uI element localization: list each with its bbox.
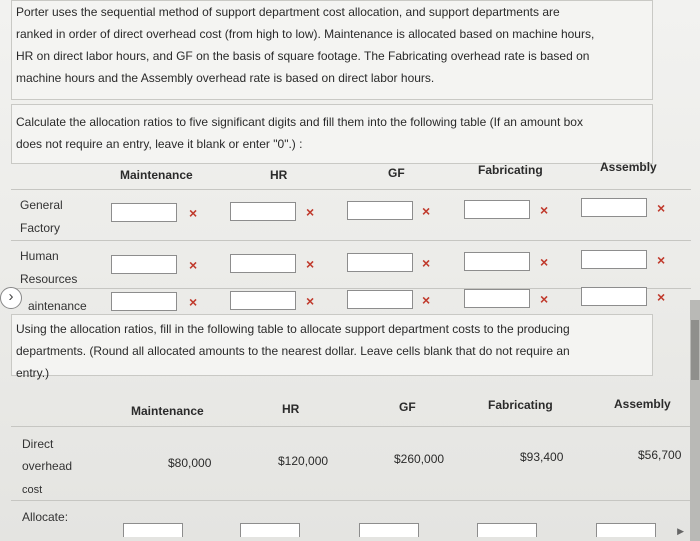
instruction-allocation-ratios [11,104,653,164]
close-icon: × [306,204,315,220]
allocate-input-assembly[interactable] [596,523,656,537]
table-divider [11,500,691,501]
instruction-line: does not require an entry, leave it blank or enter "0".) : [16,137,303,151]
row-label-factory: Factory [20,221,61,235]
instruction-allocate-costs [11,314,653,380]
table-divider [11,426,691,427]
ratio-input-maint-gf[interactable] [347,290,413,309]
scrollbar[interactable] [690,300,700,541]
row-label-maintenance: aintenance [28,299,87,313]
ratio-input-maint-maintenance[interactable] [111,292,177,311]
scrollbar-thumb[interactable] [691,320,699,380]
close-icon: × [422,292,431,308]
row-label-overhead: overhead [22,459,73,473]
ratio-input-maint-hr[interactable] [230,291,296,310]
intro-line: Porter uses the sequential method of support department cost allocation, and support departments are [16,5,560,19]
close-icon: × [657,289,666,305]
ratio-input-gf-assembly[interactable] [581,198,647,217]
table-divider [11,189,691,190]
ratio-input-gf-fabricating[interactable] [464,200,530,219]
intro-line: machine hours and the Assembly overhead rate is based on direct labor hours. [16,71,435,85]
allocate-input-maintenance[interactable] [123,523,183,537]
close-icon: × [540,291,549,307]
chevron-right-icon[interactable]: › [0,287,22,309]
direct-cost-gf: $260,000 [394,452,445,466]
close-icon: × [306,256,315,272]
direct-cost-hr: $120,000 [278,454,329,468]
instruction-line: departments. (Round all allocated amounts to the nearest dollar. Leave cells blank that do not require an [16,344,570,358]
ratio-input-hr-assembly[interactable] [581,250,647,269]
table-divider [11,240,691,241]
instruction-line: entry.) [16,366,50,380]
row-label-human: Human [20,249,59,263]
ratio-input-hr-fabricating[interactable] [464,252,530,271]
instruction-line: Calculate the allocation ratios to five significant digits and fill them into the following table (If an amount box [16,115,583,129]
ratio-input-gf-gf[interactable] [347,201,413,220]
ratio-input-hr-hr[interactable] [230,254,296,273]
allocate-input-gf[interactable] [359,523,419,537]
row-label-allocate: Allocate: [22,510,69,524]
direct-cost-assembly: $56,700 [638,448,682,462]
col-header-gf: GF [399,400,416,414]
close-icon: × [189,294,198,310]
col-header-hr: HR [270,168,288,182]
row-label-general: General [20,198,63,212]
instruction-line: Using the allocation ratios, fill in the following table to allocate support department costs to the producing [16,322,570,336]
col-header-maintenance: Maintenance [120,168,193,182]
intro-line: HR on direct labor hours, and GF on the basis of square footage. The Fabricating overhead rate is based on [16,49,590,63]
row-label-resources: Resources [20,272,78,286]
scroll-arrow-icon[interactable]: ▶ [677,526,684,536]
col-header-assembly: Assembly [614,397,671,411]
close-icon: × [189,205,198,221]
close-icon: × [657,200,666,216]
close-icon: × [657,252,666,268]
direct-cost-maintenance: $80,000 [168,456,212,470]
close-icon: × [189,257,198,273]
ratio-input-maint-assembly[interactable] [581,287,647,306]
close-icon: × [540,254,549,270]
close-icon: × [540,202,549,218]
col-header-assembly: Assembly [600,160,657,174]
row-label-cost: cost [22,484,43,496]
close-icon: × [422,203,431,219]
close-icon: × [306,293,315,309]
col-header-fabricating: Fabricating [488,398,553,412]
ratio-input-maint-fabricating[interactable] [464,289,530,308]
col-header-gf: GF [388,166,405,180]
col-header-hr: HR [282,402,300,416]
direct-cost-fabricating: $93,400 [520,450,564,464]
row-label-direct: Direct [22,437,54,451]
allocate-input-hr[interactable] [240,523,300,537]
intro-line: ranked in order of direct overhead cost (from high to low). Maintenance is allocated based on machine hours, [16,27,595,41]
ratio-input-gf-maintenance[interactable] [111,203,177,222]
col-header-fabricating: Fabricating [478,163,543,177]
ratio-input-hr-gf[interactable] [347,253,413,272]
problem-description [11,0,653,100]
allocate-input-fabricating[interactable] [477,523,537,537]
ratio-input-gf-hr[interactable] [230,202,296,221]
col-header-maintenance: Maintenance [131,404,204,418]
ratio-input-hr-maintenance[interactable] [111,255,177,274]
close-icon: × [422,255,431,271]
